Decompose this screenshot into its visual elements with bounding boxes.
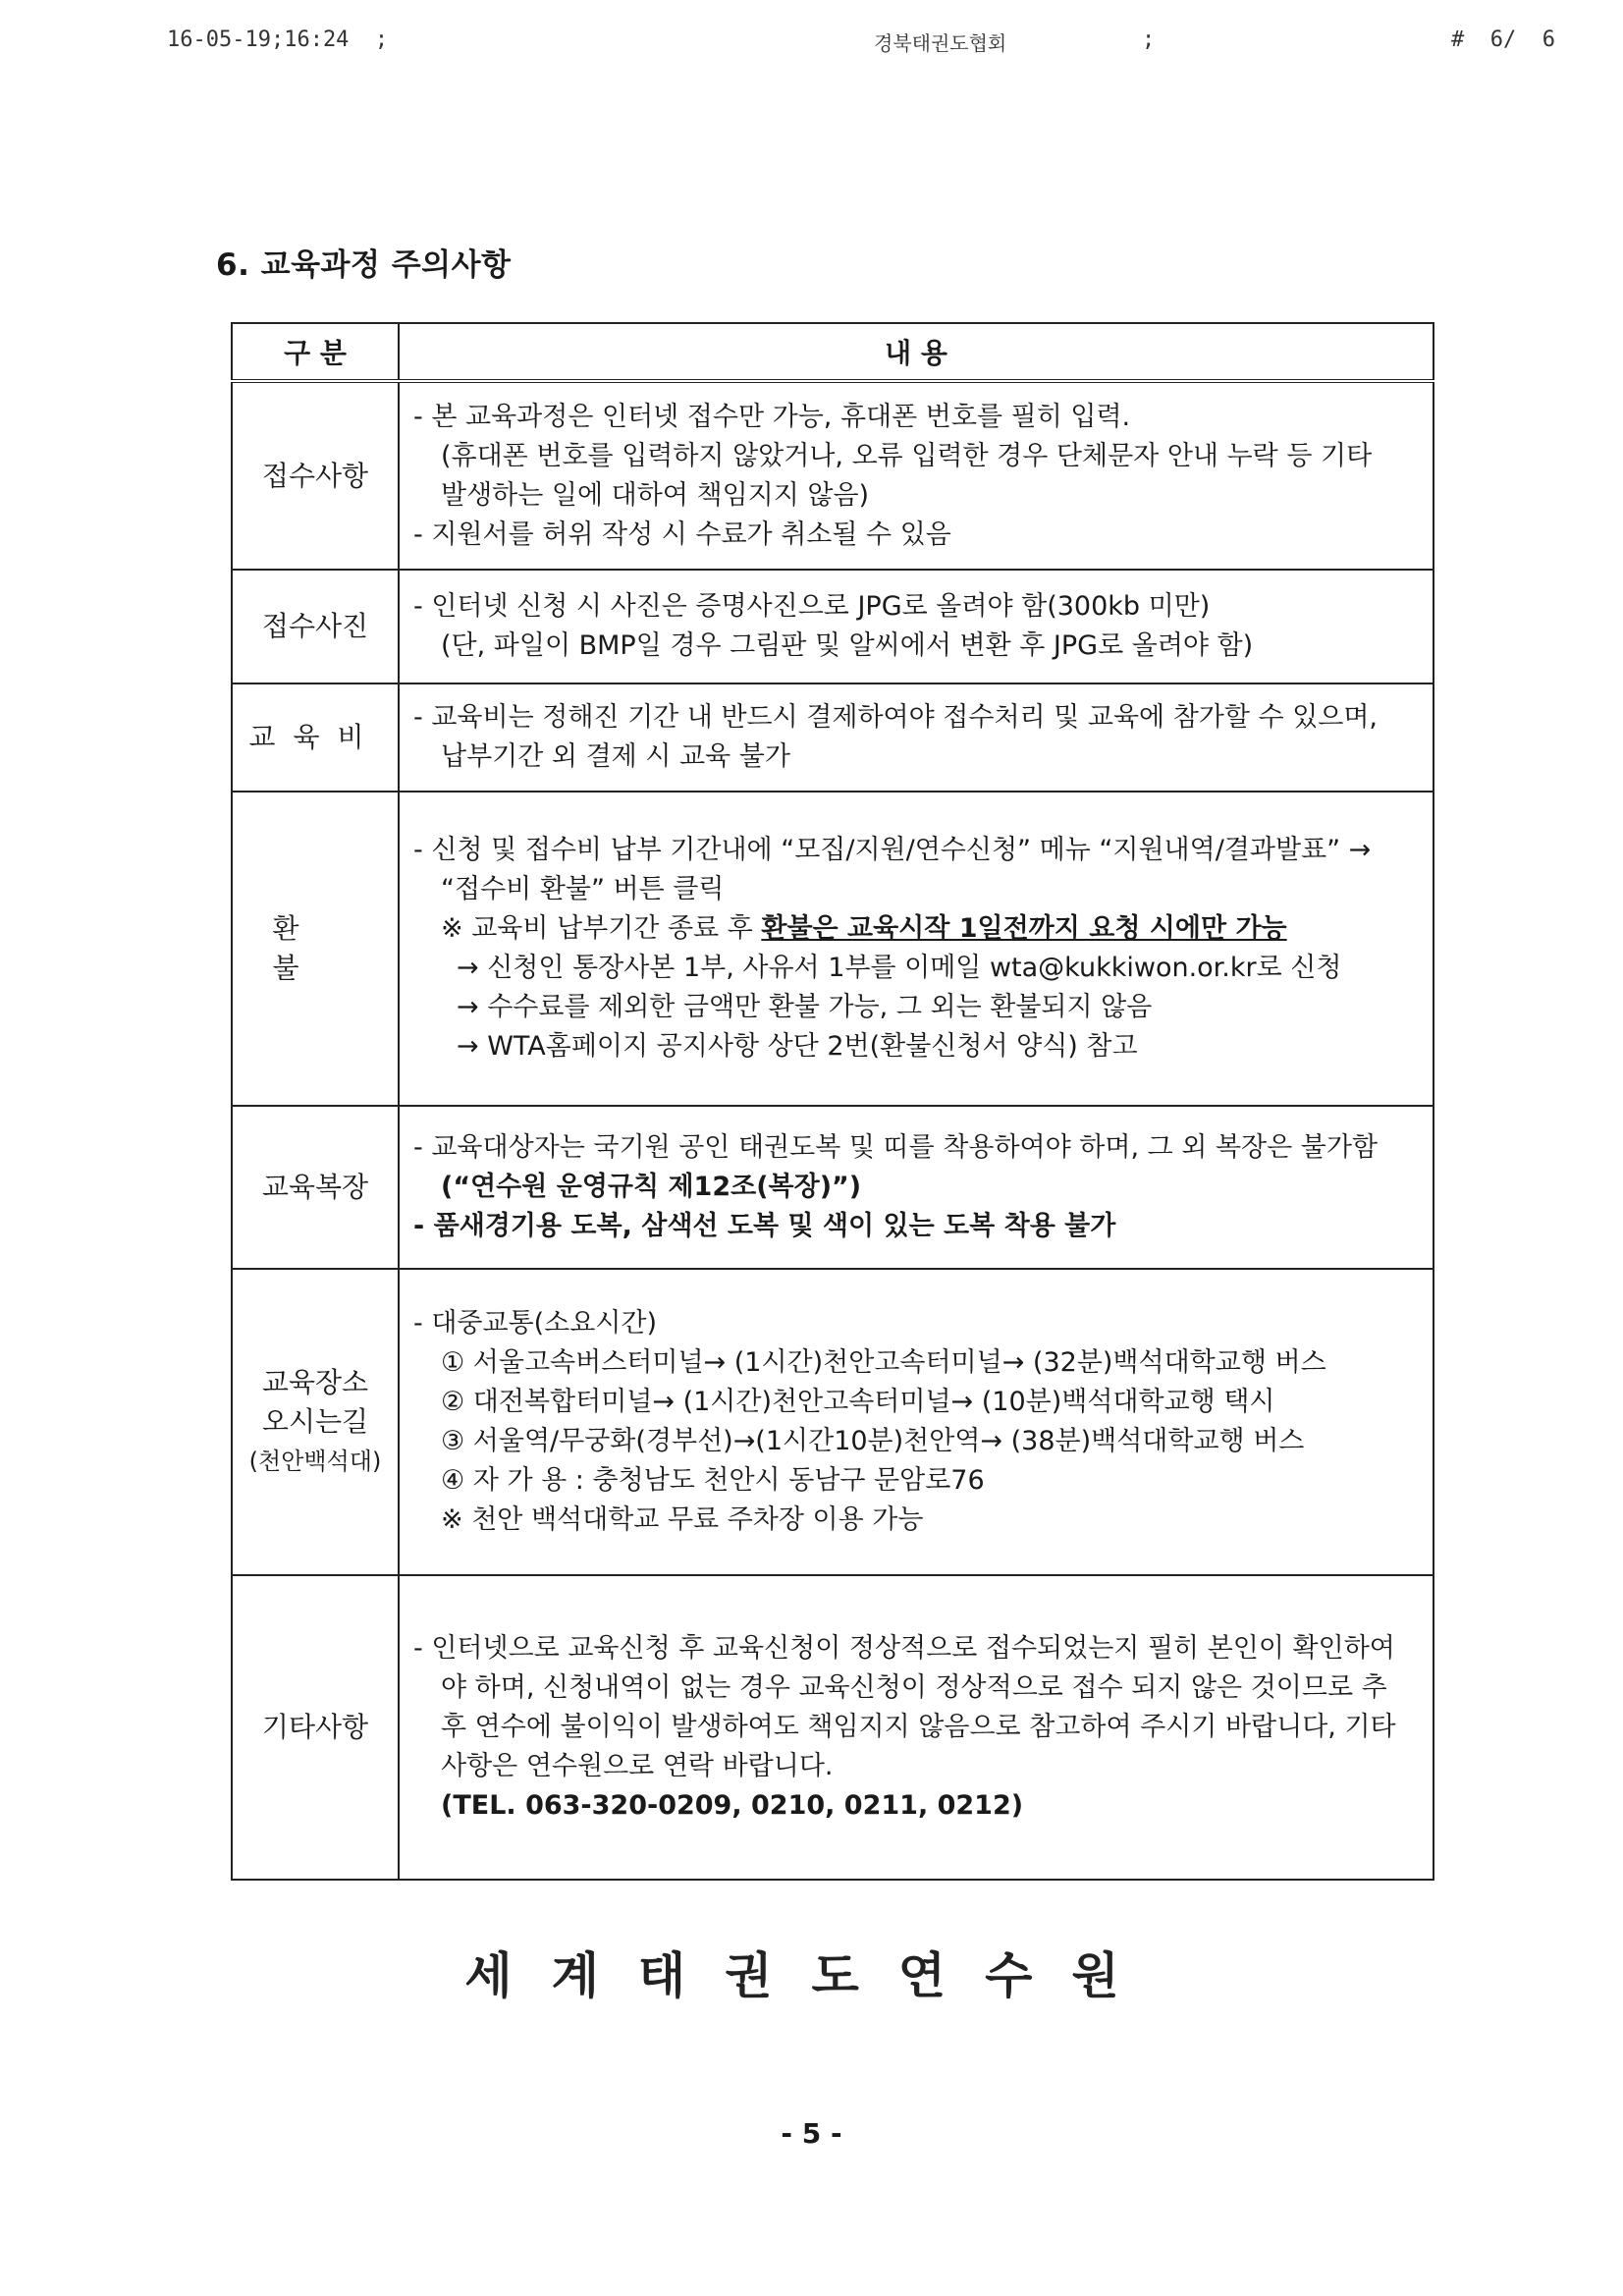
header-category: 구 분 — [232, 323, 399, 381]
row-label-photo: 접수사진 — [232, 570, 399, 683]
row-content-location — [399, 1269, 1434, 1575]
content-line: ④ 자 가 용 : 충청남도 천안시 동남구 문암로76 — [441, 1465, 985, 1496]
table-row — [232, 1575, 1434, 1880]
row-label-registration: 접수사항 — [232, 381, 399, 570]
content-line: (휴대폰 번호를 입력하지 않았거나, 오류 입력한 경우 단체문자 안내 누락 등 기타 발생하는 일에 대하여 책임지지 않음) — [441, 440, 1373, 511]
header-content: 내 용 — [399, 323, 1434, 381]
content-line: ③ 서울역/무궁화(경부선)→(1시간10분)천안역→ (38분)백석대학교행 버스 — [441, 1426, 1305, 1456]
section-title: 6. 교육과정 주의사항 — [216, 247, 512, 283]
fax-page-count: # 6/ 6 — [1451, 27, 1555, 52]
content-line: ※ 천안 백석대학교 무료 주차장 이용 가능 — [441, 1504, 924, 1535]
organization-name: 세계태권도연수원 — [464, 1947, 1159, 2004]
content-line: - 교육대상자는 국기원 공인 태권도복 및 띠를 착용하여야 하며, 그 외 복장은 불가함(“연수원 운영규칙 제12조(복장)”) — [413, 1132, 1379, 1202]
content-line: → 수수료를 제외한 금액만 환불 가능, 그 외는 환불되지 않음 — [457, 992, 1153, 1022]
content-line: - 품새경기용 도복, 삼색선 도복 및 색이 있는 도복 착용 불가 — [413, 1211, 1116, 1241]
content-line: - 본 교육과정은 인터넷 접수만 가능, 휴대폰 번호를 필히 입력. — [413, 401, 1131, 432]
content-line: ① 서울고속버스터미널→ (1시간)천안고속터미널→ (32분)백석대학교행 버스 — [441, 1347, 1326, 1378]
table-row — [232, 1106, 1434, 1269]
table-row — [232, 683, 1434, 792]
notice-table — [231, 322, 1434, 1881]
content-line: - 교육비는 정해진 기간 내 반드시 결제하여야 접수처리 및 교육에 참가할 수 있으며, 납부기간 외 결제 시 교육 불가 — [413, 702, 1379, 772]
row-label-fee: 교육비 — [232, 683, 399, 792]
row-content-other — [399, 1575, 1434, 1880]
row-label-location: 교육장소 오시는길 (천안백석대) — [232, 1269, 399, 1575]
uniform-rule-reference: (“연수원 운영규칙 제12조(복장)”) — [441, 1172, 862, 1202]
fax-sender: 경북태권도협회 — [874, 31, 1007, 55]
content-line: - 지원서를 허위 작성 시 수료가 취소될 수 있음 — [413, 519, 951, 550]
fax-header — [0, 18, 1623, 57]
content-line: → 신청인 통장사본 1부, 사유서 1부를 이메일 wta@kukkiwon.or.kr로 신청 — [457, 953, 1342, 983]
content-line — [413, 909, 1405, 949]
table-row — [232, 1269, 1434, 1575]
table-row — [232, 792, 1434, 1106]
page-number: - 5 - — [781, 2117, 842, 2150]
content-line: (단, 파일이 BMP일 경우 그림판 및 알씨에서 변환 후 JPG로 올려야 함) — [441, 630, 1254, 661]
refund-note: ※ 교육비 납부기간 종료 후 — [441, 913, 762, 944]
content-line: - 신청 및 접수비 납부 기간내에 “모집/지원/연수신청” 메뉴 “지원내역/결과발표” → “접수비 환불” 버튼 클릭 — [413, 835, 1372, 904]
row-content-photo — [399, 570, 1434, 683]
fax-separator: ; — [1142, 27, 1156, 52]
content-line: - 대중교통(소요시간) — [413, 1308, 658, 1339]
contact-phone: (TEL. 063-320-0209, 0210, 0211, 0212) — [441, 1790, 1024, 1821]
row-content-refund — [399, 792, 1434, 1106]
content-line: → WTA홈페이지 공지사항 상단 2번(환불신청서 양식) 참고 — [457, 1031, 1138, 1062]
row-content-registration — [399, 381, 1434, 570]
row-label-uniform: 교육복장 — [232, 1106, 399, 1269]
table-header-row — [232, 323, 1434, 381]
row-content-uniform — [399, 1106, 1434, 1269]
fax-timestamp: 16-05-19;16:24 ; — [167, 27, 389, 52]
content-line: - 인터넷으로 교육신청 후 교육신청이 정상적으로 접수되었는지 필히 본인이 확인하여야 하며, 신청내역이 없는 경우 교육신청이 정상적으로 접수 되지 않은 것이므로 추후 연수에 불이익이 발생하여도 책임지지 않음으로 참고하여 주시기 바랍니다, 기타 사항은 연수원으로 연락 바랍니다. — [413, 1633, 1396, 1781]
content-line: ② 대전복합터미널→ (1시간)천안고속터미널→ (10분)백석대학교행 택시 — [441, 1387, 1275, 1417]
row-label-refund: 환불 — [232, 792, 399, 1106]
table-row — [232, 381, 1434, 570]
row-label-other: 기타사항 — [232, 1575, 399, 1880]
table-row — [232, 570, 1434, 683]
refund-deadline-note: 환불은 교육시작 1일전까지 요청 시에만 가능 — [761, 913, 1287, 944]
row-content-fee — [399, 683, 1434, 792]
content-line: - 인터넷 신청 시 사진은 증명사진으로 JPG로 올려야 함(300kb 미만) — [413, 591, 1211, 622]
